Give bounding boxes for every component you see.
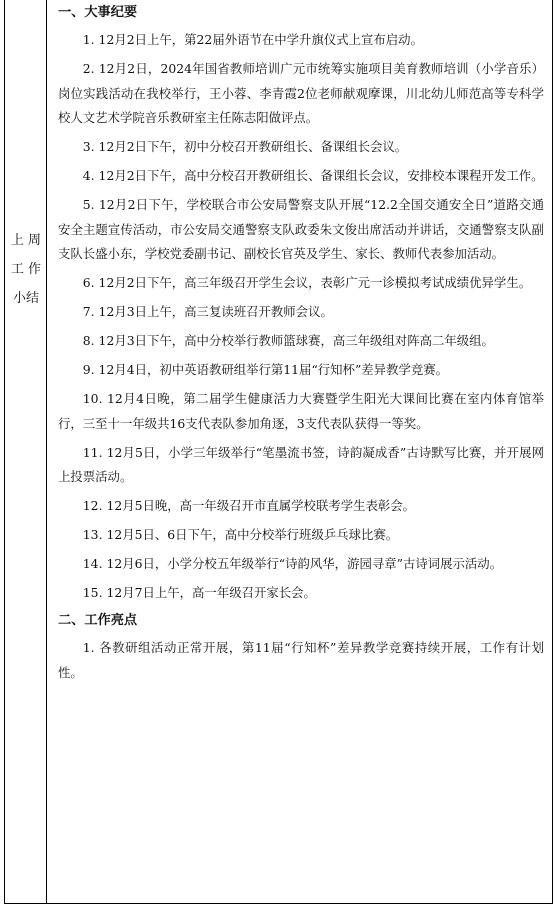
event-item: 10. 12月4日晚，第二届学生健康活力大赛暨学生阳光大课间比赛在室内体育馆举行，三至十一年级共16支代表队参加角逐，3支代表队获得一等奖。 <box>58 391 544 431</box>
event-item: 13. 12月5日、6日下午，高中分校举行班级乒乓球比赛。 <box>82 527 399 542</box>
event-item: 6. 12月2日下午，高三年级召开学生会议，表彰广元一诊模拟考试成绩优异学生。 <box>82 275 532 290</box>
event-item: 4. 12月2日下午，高中分校召开教研组长、备课组长会议，安排校本课程开发工作。 <box>82 168 544 183</box>
event-item: 7. 12月3日上午，高三复读班召开教师会议。 <box>82 304 333 319</box>
event-item: 14. 12月6日，小学分校五年级举行“诗韵风华，游园寻章”古诗词展示活动。 <box>82 556 503 571</box>
event-item: 9. 12月4日，初中英语教研组举行第11届“行知杯”差异教学竞赛。 <box>82 362 449 377</box>
event-item: 3. 12月2日下午，初中分校召开教研组长、备课组长会议。 <box>82 139 408 154</box>
row-label <box>5 226 47 313</box>
event-item: 1. 12月2日上午，第22届外语节在中学升旗仪式上宣布启动。 <box>82 32 423 47</box>
event-item: 15. 12月7日上午，高一年级召开家长会。 <box>82 585 316 600</box>
event-item: 2. 12月2日，2024年国省教师培训广元市统筹实施项目美育教师培训（小学音乐）岗位实践活动在我校举行，王小蓉、李青霞2位老师献观摩课，川北幼儿师范高等专科学校人文艺术学院音乐教研室主任陈志阳做评点。 <box>58 61 544 125</box>
content-cell <box>48 0 552 903</box>
summary-table <box>4 0 553 904</box>
event-item: 12. 12月5日晚，高一年级召开市直属学校联考学生表彰会。 <box>82 498 416 513</box>
highlight-item: 1. 各教研组活动正常开展，第11届“行知杯”差异教学竞赛持续开展，工作有计划性。 <box>58 640 544 680</box>
row-label-line: 小结 <box>12 291 39 306</box>
row-label-line: 工 作 <box>10 262 42 277</box>
section-heading-highlights: 二、工作亮点 <box>58 613 138 628</box>
section-heading-events: 一、大事纪要 <box>58 5 138 20</box>
event-item: 8. 12月3日下午，高中分校举行教师篮球赛，高三年级组对阵高二年级组。 <box>82 333 494 348</box>
row-label-line: 上 周 <box>10 233 42 248</box>
row-label-cell <box>5 0 47 903</box>
event-item: 5. 12月2日下午，学校联合市公安局警察支队开展“12.2全国交通安全日”道路交通安全主题宣传活动，市公安局交通警察支队政委朱文俊出席活动并讲话，交通警察支队副支队长盛小东，学校党委副书记、副校长官英及学生、家长、教师代表参加活动。 <box>58 197 544 261</box>
event-item: 11. 12月5日，小学三年级举行“笔墨流书签，诗韵凝成香”古诗默写比赛，并开展网上投票活动。 <box>58 444 544 484</box>
